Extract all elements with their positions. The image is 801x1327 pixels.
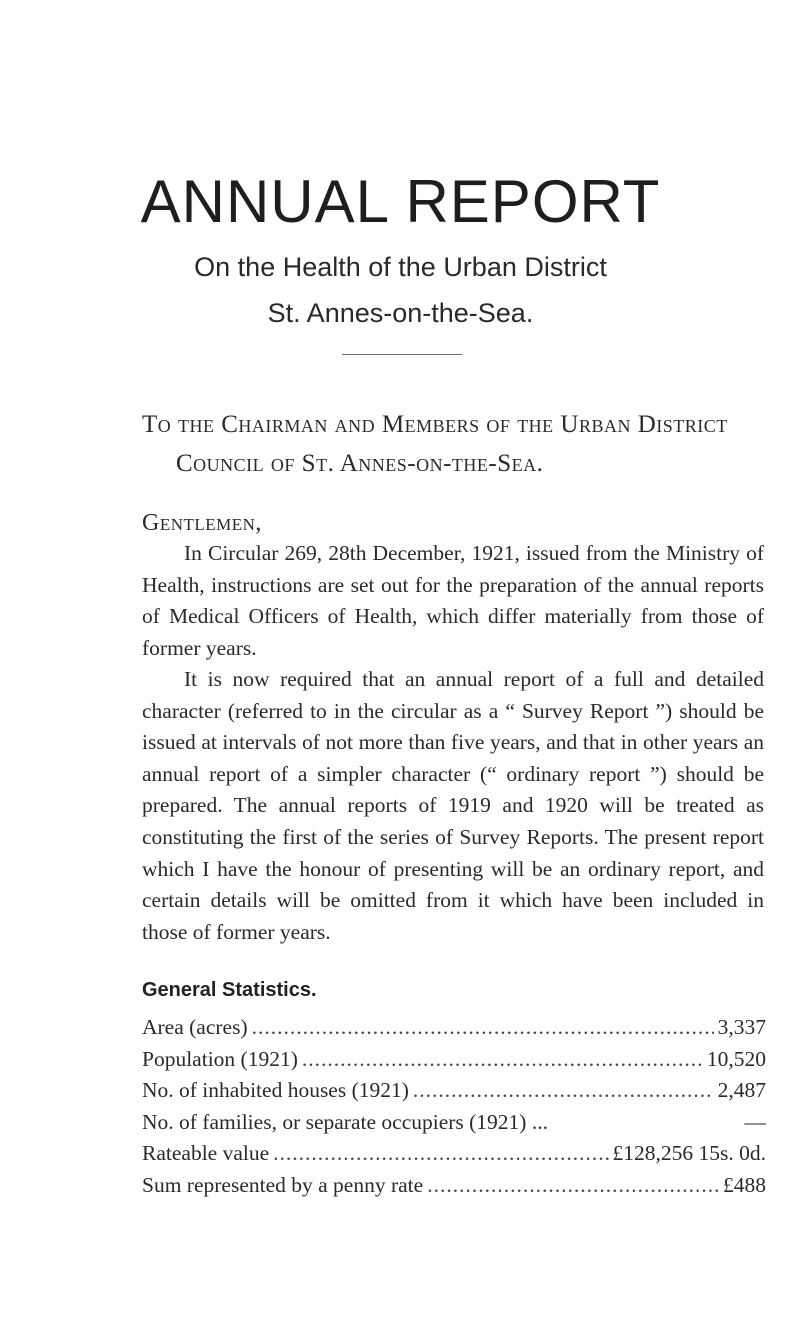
address-line1: To the Chairman and Members of the Urban District bbox=[142, 411, 728, 438]
stat-value: £488 bbox=[723, 1172, 766, 1197]
stat-row-penny-rate bbox=[142, 1173, 766, 1205]
stat-value: 10,520 bbox=[706, 1046, 766, 1071]
report-subtitle-line1: On the Health of the Urban District bbox=[194, 252, 607, 282]
leader-dots bbox=[302, 1047, 703, 1072]
paragraph-intro: In Circular 269, 28th December, 1921, issued from the Ministry of Health, instructions are set out for the preparation of the annual reports of Medical Officers of Health, which differ materially from those of former years. bbox=[142, 541, 764, 660]
report-subtitle-line2: St. Annes-on-the-Sea. bbox=[267, 298, 534, 328]
leader-dots bbox=[252, 1015, 714, 1040]
salutation: Gentlemen, bbox=[142, 510, 262, 536]
stat-row-rateable-value bbox=[142, 1141, 766, 1173]
stat-row-houses bbox=[142, 1078, 766, 1110]
stat-value: — bbox=[744, 1109, 766, 1134]
stat-label: Rateable value bbox=[142, 1141, 270, 1166]
stat-value: £128,256 15s. 0d. bbox=[612, 1141, 766, 1166]
report-title: ANNUAL REPORT bbox=[140, 168, 661, 235]
statistics-list bbox=[142, 1015, 766, 1205]
address-line2: Council of St. Annes-on-the-Sea. bbox=[176, 450, 544, 477]
stat-label: No. of families, or separate occupiers (1921) ... bbox=[142, 1109, 548, 1134]
leader-dots bbox=[427, 1173, 719, 1198]
stat-label: Sum represented by a penny rate bbox=[142, 1172, 424, 1197]
leader-dots bbox=[273, 1141, 608, 1166]
divider-rule bbox=[342, 354, 462, 355]
stat-value: 3,337 bbox=[717, 1015, 766, 1039]
stat-label: No. of inhabited houses (1921) bbox=[142, 1078, 409, 1103]
leader-dots bbox=[413, 1078, 714, 1103]
stat-label: Area (acres) bbox=[142, 1015, 248, 1039]
paragraph-survey: It is now required that an annual report of a full and detailed character (referred to in the circular as a “ Survey Report ”) should be issued at intervals of not more than five years, and that in other years an annual report of a simpler character (“ ordinary report ”) should be prepared. The annual reports of 1919 and 1920 will be treated as constituting the first of the series of Survey Reports. The present report which I have the honour of presenting will be an ordinary report, and certain details will be omitted from it which have been included in those of former years. bbox=[142, 667, 764, 944]
stat-label: Population (1921) bbox=[142, 1046, 298, 1071]
stat-row-population bbox=[142, 1047, 766, 1079]
stat-row-families bbox=[142, 1110, 766, 1142]
stat-row-area bbox=[142, 1015, 766, 1047]
stat-value: 2,487 bbox=[717, 1078, 766, 1103]
stats-heading: General Statistics. bbox=[142, 979, 317, 1001]
